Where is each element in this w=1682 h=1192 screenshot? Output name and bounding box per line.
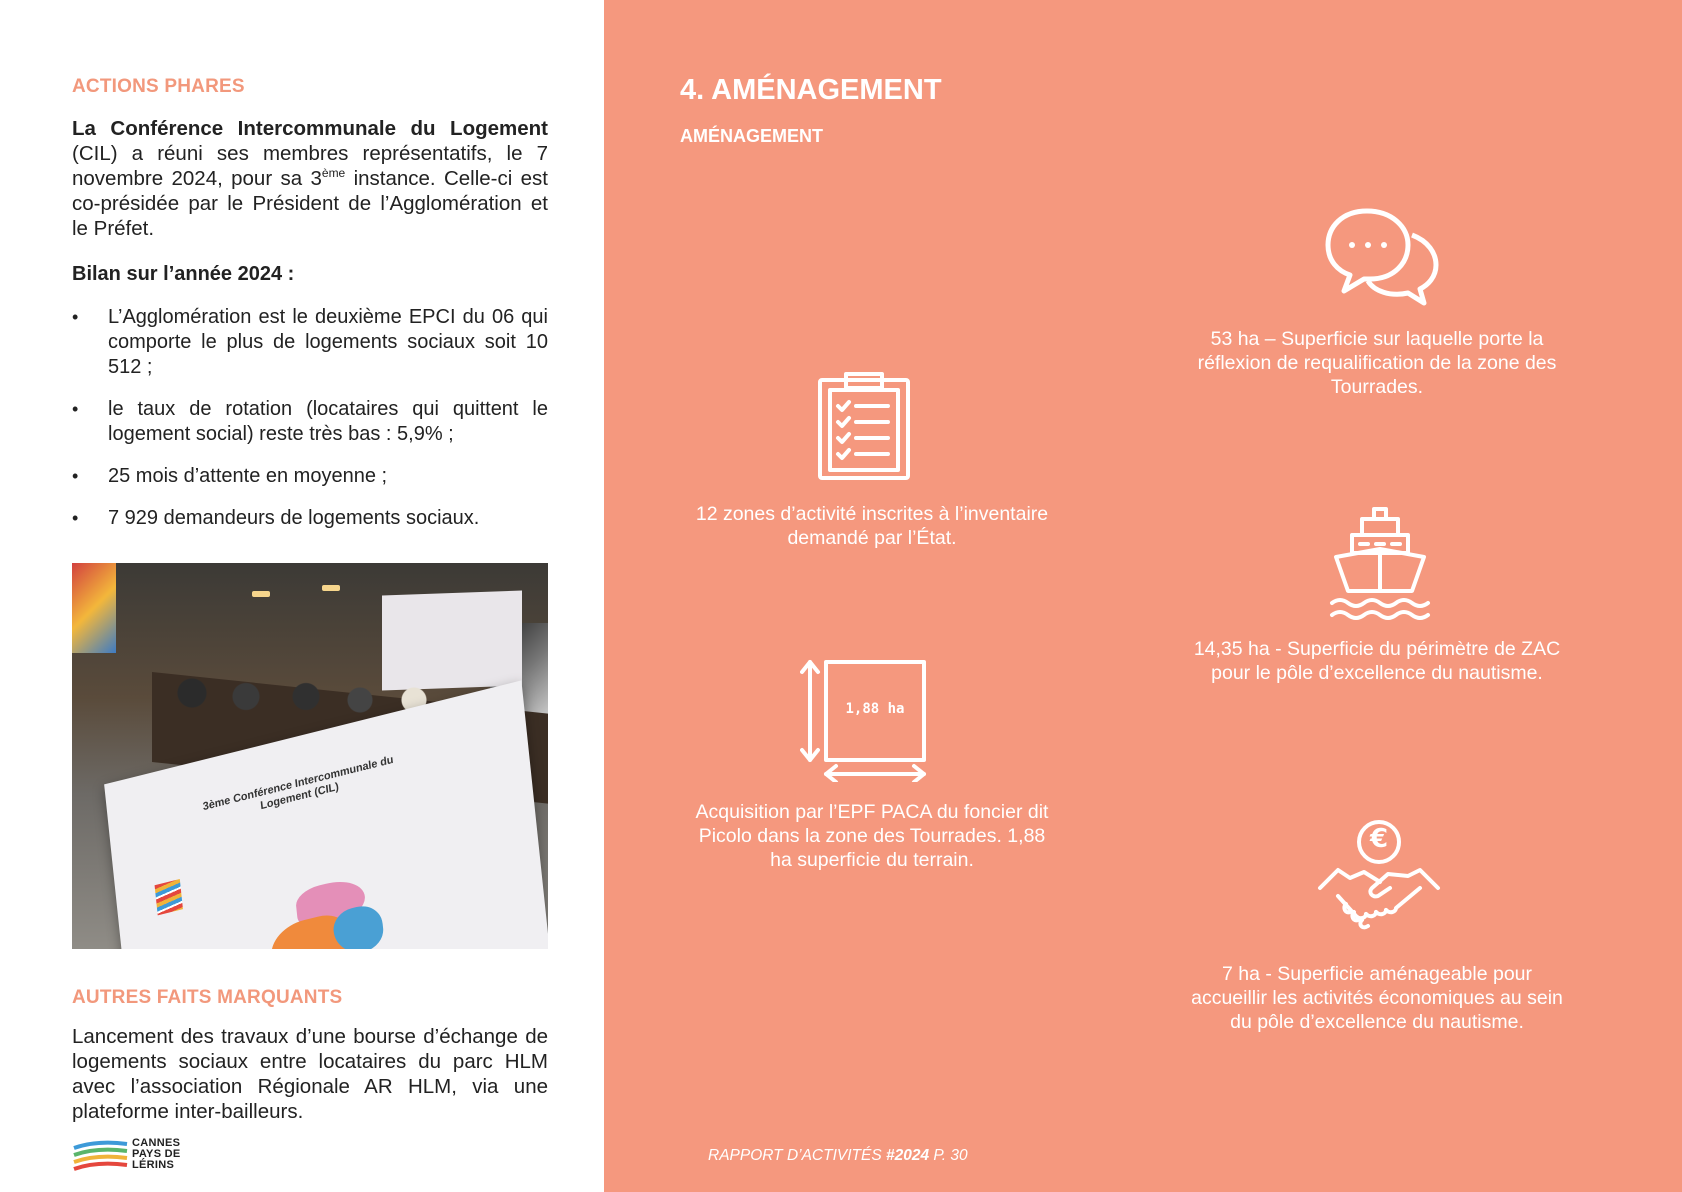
intro-sup: ème	[321, 166, 346, 181]
actions-phares-heading: ACTIONS PHARES	[72, 76, 245, 97]
clipboard-checklist-icon	[816, 370, 912, 482]
bilan-heading: Bilan sur l’année 2024 :	[72, 263, 295, 285]
wall-art	[72, 563, 116, 653]
page-footer	[708, 1147, 968, 1165]
logo-line: LÉRINS	[132, 1159, 175, 1171]
right-page	[604, 0, 1682, 1192]
logo-text	[132, 1138, 181, 1171]
footer-year: #2024	[886, 1147, 930, 1164]
speech-bubbles-icon	[1322, 205, 1442, 310]
ceiling-lamp	[322, 585, 340, 591]
area-label: 1,88 ha	[845, 701, 905, 717]
stat-text-euro: 7 ha - Superficie aménageable pour accueillir les activités économiques au sein du pôle d’excellence du nautisme.	[1191, 963, 1563, 1033]
logo-line: PAYS DE	[132, 1148, 181, 1160]
footer-page: P. 30	[929, 1147, 968, 1164]
intro-text-2: instance. Celle-ci est co-présidée par le Président de l’Agglomération et le Préfet.	[72, 167, 548, 240]
stat-text-speech: 53 ha – Superficie sur laquelle porte la réflexion de requalification de la zone des Tourrades.	[1197, 328, 1557, 398]
conference-photo	[72, 563, 548, 949]
euro-icon: €	[1369, 824, 1389, 854]
list-item: • 7 929 demandeurs de logements sociaux.	[72, 506, 548, 531]
stat-text-ship: 14,35 ha - Superficie du périmètre de ZAC pour le pôle d’excellence du nautisme.	[1193, 638, 1561, 684]
left-page	[0, 0, 604, 1192]
ceiling-lamp	[252, 591, 270, 597]
stat-text-clipboard: 12 zones d’activité inscrites à l’inventaire demandé par l’État.	[695, 503, 1049, 549]
list-item: • le taux de rotation (locataires qui quittent le logement social) reste très bas : 5,9% ;	[72, 397, 548, 447]
list-item: • L’Agglomération est le deuxième EPCI du 06 qui comporte le plus de logements sociaux soit 10 512 ;	[72, 305, 548, 380]
area-square-icon	[800, 658, 930, 782]
bilan-list	[72, 305, 548, 548]
outro-paragraph: Lancement des travaux d’une bourse d’échange de logements sociaux entre locataires du parc HLM avec l’association Régionale AR HLM, via une plateforme inter-bailleurs.	[72, 1025, 548, 1123]
stat-text-area: Acquisition par l’EPF PACA du foncier dit Picolo dans la zone des Tourrades. 1,88 ha superficie du terrain.	[695, 801, 1049, 871]
agglomeration-logo-icon	[155, 879, 183, 915]
autres-faits-heading: AUTRES FAITS MARQUANTS	[72, 987, 343, 1008]
intro-paragraph	[72, 116, 548, 241]
list-item: • 25 mois d’attente en moyenne ;	[72, 464, 548, 489]
logo-line: CANNES	[132, 1137, 181, 1149]
page-subtitle: AMÉNAGEMENT	[680, 126, 823, 146]
footer-prefix: RAPPORT D’ACTIVITÉS	[708, 1147, 886, 1164]
intro-bold: La Conférence Intercommunale du Logement	[72, 117, 548, 140]
ship-icon	[1328, 505, 1432, 621]
intro-text-1: (CIL) a réuni ses membres représentatifs, le 7 novembre 2024, pour sa 3	[72, 142, 548, 190]
document-title: 3ème Conférence Intercommunale du Logement (CIL)	[202, 753, 395, 814]
page-title: 4. AMÉNAGEMENT	[680, 74, 942, 106]
